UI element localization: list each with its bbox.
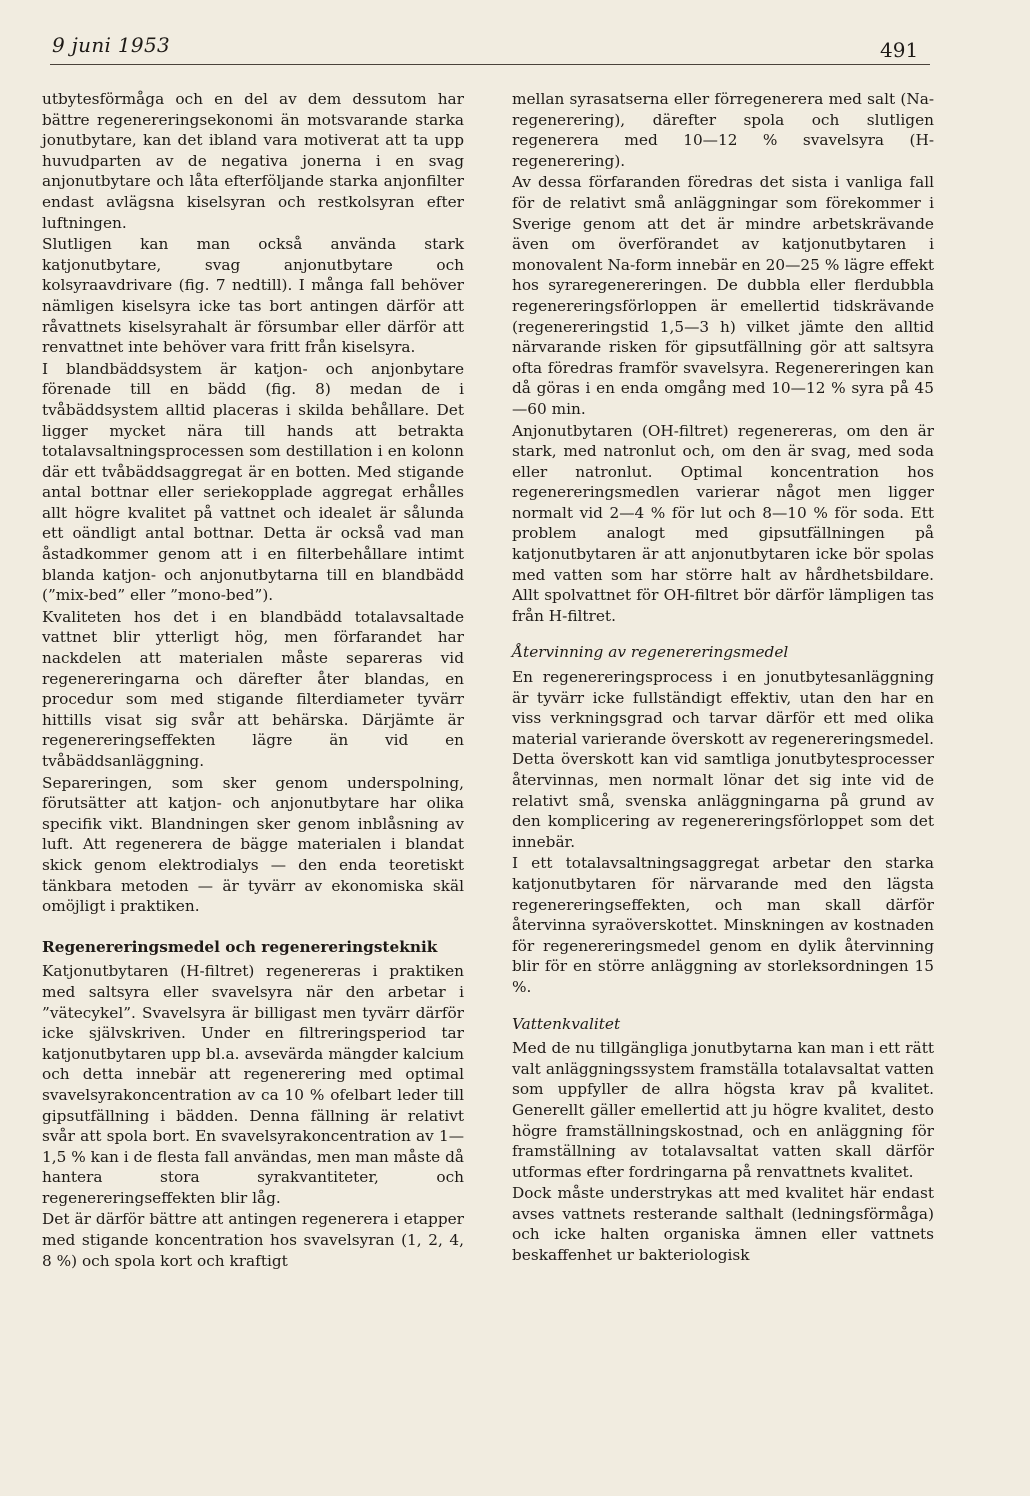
section-heading: Regenereringsmedel och regenereringsteknik: [42, 937, 438, 956]
paragraph: Dock måste understrykas att med kvalitet här endast avses vattnets resterande salthalt (ledningsförmåga) och icke halten organiska ämnen eller vattnets beskaffenhet ur bakteriologisk: [512, 1184, 934, 1265]
paragraph: Av dessa förfaranden föredras det sista i vanliga fall för de relativt små anläggningar som förekommer i Sverige genom att det är mindre arbetskrävande även om överförandet av katjonutbytaren i monovalent Na-form innebär en 20—25 % lägre effekt hos syraregenereringen. De dubbla eller flerdubbla regenereringsförloppen är emellertid tidskrävande (regenereringstid 1,5—3 h) vilket jämte den alltid närvarande risken för gipsutfällning gör att saltsyra ofta föredras framför svavelsyra. Regenereringen kan då göras i en enda omgång med 10—12 % syra på 45—60 min.: [512, 173, 934, 418]
paragraph: En regenereringsprocess i en jonutbytesanläggning är tyvärr icke fullständigt effektiv, utan den har en viss verkningsgrad och tarvar därför ett med olika material varierande överskott av regenereringsmedel. Detta överskott kan vid samtliga jonutbytesprocesser återvinnas, men normalt lönar det sig inte vid de relativt små, svenska anläggningarna på grund av den komplicering av regenereringsförloppet som det innebär.: [512, 668, 934, 851]
header-rule: [50, 64, 930, 65]
paragraph: Med de nu tillgängliga jonutbytarna kan man i ett rätt valt anläggningssystem framställa totalavsaltat vatten som uppfyller de allra högsta krav på kvalitet. Generellt gäller emellertid att ju högre kvalitet, desto högre framställningskostnad, och en anläggning för framställning av totalavsaltat vatten skall därför utformas efter fordringarna på renvattnets kvalitet.: [512, 1039, 934, 1181]
subsection-heading: Vattenkvalitet: [512, 1014, 621, 1033]
paragraph: Separeringen, som sker genom underspolning, förutsätter att katjon- och anjonutbytare har olika specifik vikt. Blandningen sker genom inblåsning av luft. Att regenerera de bägge materialen i blandat skick genom elektrodialys — den enda teoretiskt tänkbara metoden — är tyvärr av ekonomiska skäl omöjligt i praktiken.: [42, 773, 464, 916]
paragraph: Slutligen kan man också använda stark katjonutbytare, svag anjonutbytare och kolsyraavdrivare (fig. 7 nedtill). I många fall behöver nämligen kiselsyra icke tas bort antingen därför att råvattnets kiselsyrahalt är försumbar eller därför att renvattnet inte behöver vara fritt från kiselsyra.: [42, 235, 464, 357]
right-column: [512, 89, 934, 1267]
paragraph: Det är därför bättre att antingen regenerera i etapper med stigande koncentration hos svavelsyran (1, 2, 4, 8 %) och spola kort och kraftigt: [42, 1210, 464, 1270]
header-date: 9 juni 1953: [52, 33, 170, 57]
paragraph: utbytesförmåga och en del av dem dessutom har bättre regenereringsekonomi än motsvarande starka jonutbytare, kan det ibland vara motiverat att ta upp huvudparten av de negativa jonerna i en svag anjonutbytare och låta efterföljande starka anjonfilter endast avlägsna kiselsyran och restkolsyran efter luftningen.: [42, 90, 464, 232]
paragraph: I ett totalavsaltningsaggregat arbetar den starka katjonutbytaren för närvarande med den lägsta regenereringseffekten, och man skall därför återvinna syraöverskottet. Minskningen av kostnaden för regenereringsmedel genom en dylik återvinning blir för en större anläggning av storleksordningen 15 %.: [512, 854, 934, 996]
page-number: 491: [880, 38, 919, 62]
paragraph: mellan syrasatserna eller förregenerera med salt (Na-regenerering), därefter spola och slutligen regenerera med 10—12 % svavelsyra (H-regenerering).: [512, 90, 934, 170]
paragraph: Kvaliteten hos det i en blandbädd totalavsaltade vattnet blir ytterligt hög, men förfarandet har nackdelen att materialen måste separeras vid regenereringarna och därefter åter blandas, en procedur som med stigande filterdiameter tyvärr hittills visat sig svår att behärska. Därjämte är regenereringseffekten lägre än vid en tvåbäddsanläggning.: [42, 607, 464, 770]
left-column: [42, 89, 464, 1272]
paragraph: Anjonutbytaren (OH-filtret) regenereras, om den är stark, med natronlut och, om den är svag, med soda eller natronlut. Optimal koncentration hos regenereringsmedlen varierar något men ligger normalt vid 2—4 % för lut och 8—10 % för soda. Ett problem analogt med gipsutfällningen på katjonutbytaren är att anjonutbytaren icke bör spolas med vatten som har större halt av hårdhetsbildare. Allt spolvattnet för OH-filtret bör därför lämpligen tas från H-filtret.: [512, 421, 934, 625]
paragraph: Katjonutbytaren (H-filtret) regenereras i praktiken med saltsyra eller svavelsyra när den arbetar i ”vätecykel”. Svavelsyra är billigast men tyvärr därför icke självskriven. Under en filtreringsperiod tar katjonutbytaren upp bl.a. avsevärda mängder kalcium och detta innebär att regenerering med optimal svavelsyrakoncentration av ca 10 % ofelbart leder till gipsutfällning i bädden. Denna fällning är relativt svår att spola bort. En svavelsyrakoncentration av 1—1,5 % kan i de flesta fall användas, men man måste då hantera stora syrakvantiteter, och regenereringseffekten blir låg.: [42, 962, 464, 1207]
subsection-heading: Återvinning av regenereringsmedel: [512, 643, 789, 662]
paragraph: I blandbäddsystem är katjon- och anjonbytare förenade till en bädd (fig. 8) medan de i tvåbäddsystem alltid placeras i skilda behållare. Det ligger mycket nära till hands att betrakta totalavsaltningsprocessen som destillation i en kolonn där ett tvåbäddsaggregat är en botten. Med stigande antal bottnar eller seriekopplade aggregat erhålles allt högre kvalitet på vattnet och idealet är sålunda ett oändligt antal bottnar. Detta är också vad man åstadkommer genom att i en filterbehållare intimt blanda katjon- och anjonutbytarna till en blandbädd (”mix-bed” eller ”mono-bed”).: [42, 359, 464, 605]
